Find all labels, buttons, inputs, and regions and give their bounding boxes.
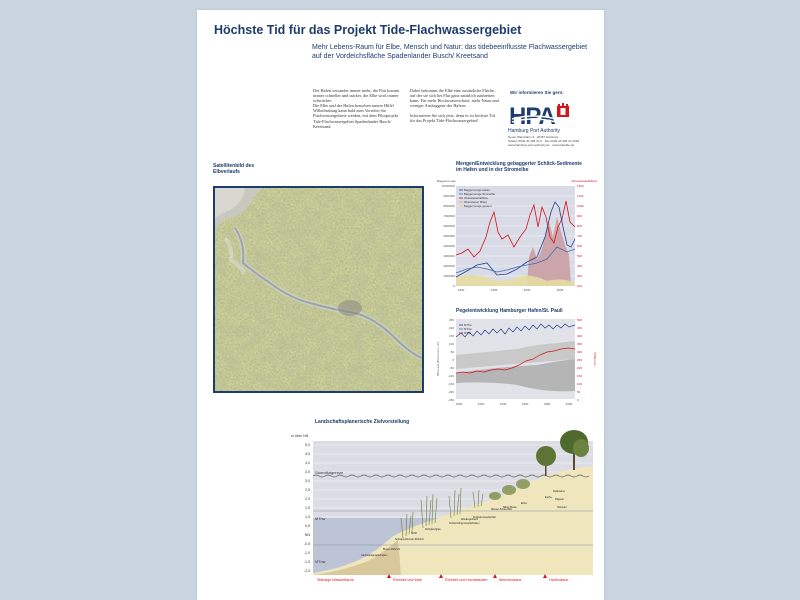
x-tick-label: 1995: [490, 288, 498, 292]
legend-item: Baggermenge Hafen: [464, 188, 490, 192]
legend-item: Baggermenge gesamt: [464, 204, 492, 208]
sediment-chart: [437, 177, 597, 295]
y-tick-label: -250: [447, 398, 454, 402]
intro-column-2: [410, 88, 500, 124]
intro-paragraph: Der Hafen versandet immer mehr, die Flut kommt immer schneller und stärker, die Elbe wird immer schwächer.: [313, 88, 400, 104]
hamburg-crest-icon: [557, 103, 569, 122]
plant-label: Holunder: [557, 506, 567, 509]
poster-title: Höchste Tid für das Projekt Tide-Flachwassergebiet: [214, 23, 522, 37]
y-tick-label: 5,0: [305, 443, 310, 447]
y-tick-label: 300: [577, 274, 583, 278]
intro-paragraph: Dabei bekommt die Elbe eine zusätzliche Fläche, auf der sie sich bei Flut ganz natürlich ausbreiten kann. Für mehr Hochwasserschutz, mehr Natur und weniger Ausbaggern des Hafens.: [410, 88, 499, 109]
y-tick-label: 0: [453, 284, 455, 288]
landscape-profile: [283, 428, 603, 598]
y-tick-label: 500: [577, 318, 583, 322]
plant-label: Schwanenblumen-Röhricht: [395, 538, 424, 541]
y-tick-label: 3000000: [443, 254, 455, 258]
plant-label: Wasser-Schwertlilie: [491, 508, 512, 511]
gauge-legend: [459, 323, 473, 335]
y-tick-label: 500: [577, 254, 583, 258]
x-tick-label: 1940: [499, 402, 507, 406]
plant-label: Esche: [545, 496, 552, 499]
y-tick-label: 50: [577, 390, 581, 394]
x-tick-label: 2000: [565, 402, 573, 406]
profile-y-unit: m über NN: [291, 434, 309, 438]
y-tick-label: 150: [448, 334, 454, 338]
y-tick-label: 200: [577, 366, 583, 370]
legend-item: MTnw: [464, 327, 472, 331]
y-tick-label: -2,0: [303, 569, 310, 573]
gauge-chart: [437, 315, 597, 410]
plant-label: Rohrglanzgras: [425, 528, 441, 531]
y-tick-label: 2,5: [305, 488, 310, 492]
y-tick-label: 900: [577, 214, 583, 218]
hpa-contact: [508, 136, 600, 147]
y-tick-label: 800: [577, 224, 583, 228]
legend-item: Oberwasser Mittel: [464, 200, 487, 204]
legend-item: Oberwasserabfluss: [464, 196, 488, 200]
y-tick-label: 1,5: [305, 506, 310, 510]
plant-label: Binsen-Röhricht: [383, 548, 401, 551]
y-tick-label: 100: [577, 382, 583, 386]
y-tick-label: 4000000: [443, 244, 455, 248]
satellite-image: [213, 186, 424, 393]
hpa-web: www.hamburg-port-authority.de · www.tideelbe.de: [508, 142, 575, 147]
plant-label: Silber-Weide: [503, 506, 517, 509]
gauge-left-axis-label: MThw und MTnw in cm ü. NN: [437, 341, 440, 377]
y-tick-label: 600: [577, 244, 583, 248]
hpa-phone: Telefon 0049 40 428 47-0 · Fax 0049 40 428 47-2339: [508, 138, 580, 143]
profile-title: Landschaftsplanerische Zielvorstellung: [315, 419, 410, 425]
intro-paragraph: Informieren Sie sich jetzt, denn es ist höchste Tid für das Projekt Tide-Flachwassergebiet!: [410, 113, 495, 124]
x-tick-label: 1900: [455, 402, 463, 406]
y-tick-label: 200: [577, 284, 583, 288]
y-tick-label: 300: [577, 350, 583, 354]
satellite-map: [215, 188, 422, 391]
y-tick-label: 1000: [577, 204, 584, 208]
y-tick-label: 450: [577, 326, 583, 330]
x-tick-label: 2005: [556, 288, 564, 292]
y-tick-label: 3,5: [305, 470, 310, 474]
zone-label: Hartholzaue: [549, 578, 569, 582]
y-tick-label: -100: [447, 374, 454, 378]
plant-label: Schlammling-Gesellschaften: [449, 522, 480, 525]
x-tick-label: 1960: [521, 402, 529, 406]
y-tick-label: 350: [577, 342, 583, 346]
x-tick-label: 1920: [477, 402, 485, 406]
y-tick-label: 3,0: [305, 479, 310, 483]
y-tick-label: 8000000: [443, 204, 455, 208]
plant-label: Flatterulme: [553, 490, 565, 493]
x-tick-label: 1980: [543, 402, 551, 406]
y-tick-label: 100: [448, 342, 454, 346]
y-tick-label: -150: [447, 382, 454, 386]
zone-label: Ständige Wasserfläche: [317, 578, 354, 582]
mtnw-label: MTnw: [315, 560, 326, 564]
y-tick-label: 5000000: [443, 234, 455, 238]
y-tick-label: 200: [448, 326, 454, 330]
y-tick-label: -200: [447, 390, 454, 394]
y-tick-label: -0,5: [303, 542, 310, 546]
right-unit-label: Oberwasserabfluss: [571, 179, 597, 183]
storm-label: Sturmflutgrenze: [315, 470, 344, 475]
y-tick-label: 2,0: [305, 497, 310, 501]
y-tick-label: 10000000: [441, 184, 455, 188]
y-tick-label: 700: [577, 234, 583, 238]
x-tick-label: 2000: [523, 288, 531, 292]
intro-paragraph: Wilhelmsburg kann bald zum Vorreiter für Flachwassergebiete werden, mit dem Pilotprojekt Tide-Flachwassergebiet Spadenlander Busch/ Kreetsand.: [313, 108, 399, 129]
y-tick-label: 7000000: [443, 214, 455, 218]
y-tick-label: -1,5: [303, 560, 310, 564]
y-tick-label: 4,5: [305, 452, 310, 456]
hpa-logo-text: HPA: [509, 103, 555, 128]
intro-column-1: [313, 88, 405, 129]
plant-label: Laichkrautgesellschaften: [361, 554, 388, 557]
y-tick-label: 1100: [577, 194, 584, 198]
y-tick-label: 250: [577, 358, 583, 362]
mthw-label: MThw: [315, 517, 326, 521]
y-tick-label: 400: [577, 334, 583, 338]
poster-subtitle: Mehr Lebens-Raum für Elbe, Mensch und Natur: das tidebeeinflusste Flachwassergebiet auf der Vordeichsfläche Spadenlander Busch/ Kreetsand: [312, 44, 588, 60]
y-tick-label: 0: [577, 398, 579, 402]
y-tick-label: 250: [448, 318, 454, 322]
gauge-chart-title: Pegelentwicklung Hamburger Hafen/St. Pauli: [456, 308, 563, 314]
y-tick-label: 9000000: [443, 194, 455, 198]
sediment-chart-title: Mengen/Entwicklung gebaggerter Schlick-Sedimente im Hafen und in der Stromelbe: [456, 161, 582, 174]
hpa-address: Neuer Wandrahm 4 · 20457 Hamburg: [508, 135, 559, 139]
y-tick-label: NN: [304, 533, 310, 537]
y-tick-label: 150: [577, 374, 583, 378]
hpa-name: Hamburg Port Authority: [508, 128, 560, 134]
zone-label: Weichholzaue: [499, 578, 522, 582]
y-tick-label: -50: [449, 366, 454, 370]
plant-label: Pappeln: [555, 498, 564, 501]
poster: [197, 10, 604, 600]
x-tick-label: 1990: [457, 288, 465, 292]
gauge-right-axis-label: MThb in cm: [593, 352, 596, 366]
y-tick-label: 4,0: [305, 461, 310, 465]
y-tick-label: 1,0: [305, 515, 310, 519]
y-tick-label: 0,5: [305, 524, 310, 528]
plant-label: Flußnde-Gesellschaft: [473, 516, 496, 519]
zone-label: Röhricht und Watt: [393, 578, 422, 582]
y-tick-label: 6000000: [443, 224, 455, 228]
inform-label: Wir informieren Sie gern:: [510, 90, 564, 95]
y-tick-label: 1000000: [443, 274, 455, 278]
plant-label: Weidengebüsch: [461, 518, 479, 521]
y-tick-label: -1,0: [303, 551, 310, 555]
plant-label: Schilf: [411, 532, 417, 535]
legend-item: MThb: [464, 331, 472, 335]
satellite-title: Satellitenbild des Elbverlaufs: [213, 163, 255, 176]
plant-label: Eiche: [521, 502, 527, 505]
y-tick-label: 50: [450, 350, 454, 354]
y-tick-label: 1200: [577, 184, 584, 188]
zone-label: Röhricht und Hochstauden: [445, 578, 488, 582]
y-tick-label: 400: [577, 264, 583, 268]
y-tick-label: 2000000: [443, 264, 455, 268]
y-tick-label: 0: [452, 358, 454, 362]
legend-item: MThw: [464, 323, 472, 327]
legend-item: Baggermenge Stromelbe: [464, 192, 496, 196]
intro-paragraph: Die Elbe und der Hafen brauchen unsere Hilfe!: [313, 103, 395, 109]
left-unit-label: Baggermenge: [437, 179, 456, 183]
